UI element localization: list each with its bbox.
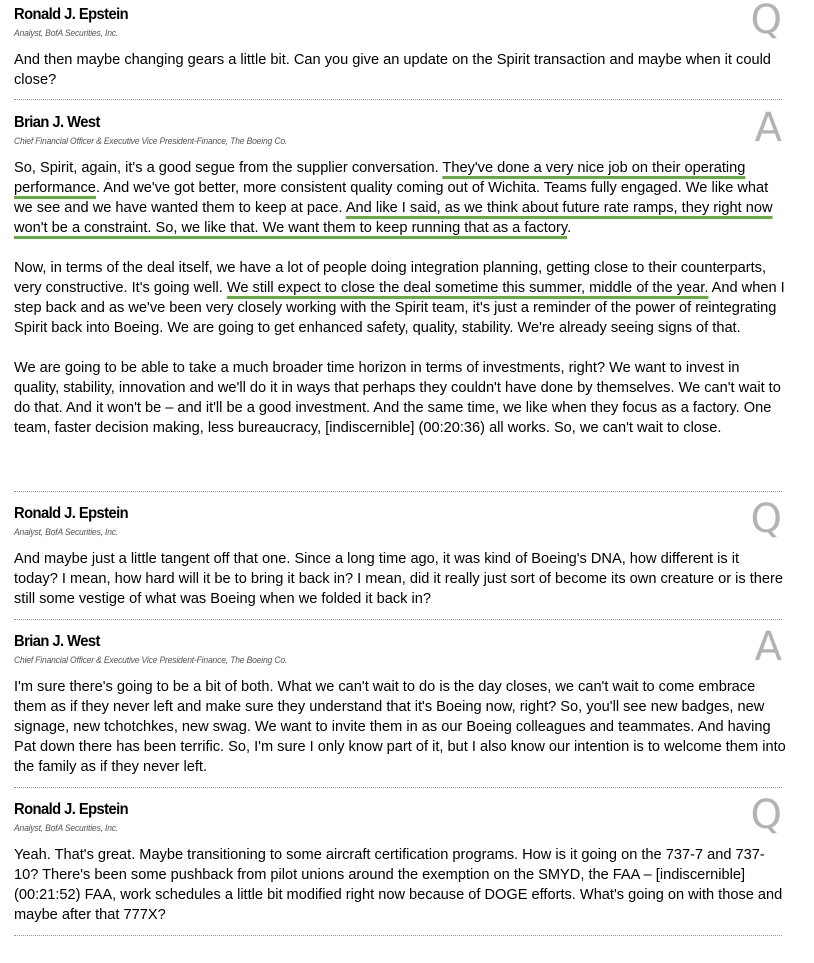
question-marker: Q bbox=[750, 0, 782, 43]
speaker-role: Chief Financial Officer & Executive Vice President-Finance, The Boeing Co. bbox=[14, 136, 288, 147]
text-segment: . bbox=[567, 220, 572, 236]
separator bbox=[14, 619, 782, 620]
speaker-name: Brian J. West bbox=[14, 633, 100, 650]
block-text bbox=[14, 158, 786, 438]
paragraph bbox=[14, 158, 786, 238]
text-segment: And then maybe changing gears a little bit. Can you give an update on the Spirit transaction and maybe when it could close? bbox=[14, 52, 771, 88]
separator bbox=[14, 491, 782, 492]
speaker-name: Ronald J. Epstein bbox=[14, 6, 129, 23]
highlighted-text: And like I said, as we think about future rate ramps, they right now won't be a constraint. So, we like that. We want them to keep running that as a factory bbox=[14, 200, 773, 236]
text-segment: Yeah. That's great. Maybe transitioning to some aircraft certification programs. How is it going on the 737-7 and 737-10? There's been some pushback from pilot unions around the exemption on the SMYD, the FAA – [indiscernible] (00:21:52) FAA, work schedules a little bit modified right now because of DOGE efforts. What's going on with those and maybe after that 777X? bbox=[14, 847, 783, 923]
answer-marker: A bbox=[754, 624, 782, 670]
speaker-name: Ronald J. Epstein bbox=[14, 801, 129, 818]
question-marker: Q bbox=[750, 792, 782, 838]
text-segment: We are going to be able to take a much broader time horizon in terms of investments, right? We want to invest in quality, stability, innovation and we'll do it in ways that perhaps they couldn't have done by themselves. We can't wait to do that. And it won't be – and it'll be a good investment. And the same time, we like when they focus as a factory. One team, faster decision making, less bureaucracy, [indiscernible] (00:20:36) all works. So, we can't wait to close. bbox=[14, 360, 781, 436]
speaker-name: Ronald J. Epstein bbox=[14, 505, 129, 522]
block-text bbox=[14, 549, 786, 609]
speaker-role: Chief Financial Officer & Executive Vice President-Finance, The Boeing Co. bbox=[14, 655, 288, 666]
text-segment: . And we've got better, more consistent quality coming out of Wichita. Teams fully engaged. We like what we see and we have wanted them to keep at pace. bbox=[14, 180, 769, 216]
text-segment: And when I step back and as we've been very closely working with the Spirit team, it's just a reminder of the power of reintegrating Spirit back into Boeing. We are going to get enhanced safety, quality, stability. We're already seeing signs of that. bbox=[14, 280, 785, 336]
separator bbox=[14, 935, 782, 936]
speaker-role: Analyst, BofA Securities, Inc. bbox=[14, 527, 119, 538]
paragraph bbox=[14, 677, 786, 777]
text-segment: I'm sure there's going to be a bit of both. What we can't wait to do is the day closes, we can't wait to come embrace them as if they never left and make sure they understand that it's Boeing now, right? So, you'll see new badges, new signage, new tchotchkes, new swag. We want to invite them in as our Boeing colleagues and teammates. And having Pat down there has been terrific. So, I'm sure I only know part of it, but I also know our intention is to welcome them into the family as if they never left. bbox=[14, 679, 786, 775]
highlighted-text: We still expect to close the deal sometime this summer, middle of the year. bbox=[226, 280, 709, 296]
paragraph bbox=[14, 50, 786, 90]
answer-marker: A bbox=[754, 105, 782, 151]
block-text bbox=[14, 845, 786, 925]
question-marker: Q bbox=[750, 496, 782, 542]
text-segment: So, Spirit, again, it's a good segue from the supplier conversation. bbox=[14, 160, 443, 176]
highlighted-text: They've done a very nice job on their operating performance bbox=[14, 160, 746, 196]
text-segment: And maybe just a little tangent off that one. Since a long time ago, it was kind of Boeing's DNA, how different is it today? I mean, how hard will it be to bring it back in? I mean, did it really just sort of become its own creature or is there still some vestige of what was Boeing when we folded it back in? bbox=[14, 551, 783, 607]
text-segment: Now, in terms of the deal itself, we have a lot of people doing integration planning, getting close to their counterparts, very constructive. It's going well. bbox=[14, 260, 767, 296]
speaker-name: Brian J. West bbox=[14, 114, 100, 131]
speaker-role: Analyst, BofA Securities, Inc. bbox=[14, 823, 119, 834]
paragraph bbox=[14, 358, 786, 438]
paragraph bbox=[14, 845, 786, 925]
paragraph bbox=[14, 258, 786, 338]
paragraph bbox=[14, 549, 786, 609]
separator bbox=[14, 787, 782, 788]
separator bbox=[14, 99, 782, 100]
block-text bbox=[14, 50, 786, 90]
speaker-role: Analyst, BofA Securities, Inc. bbox=[14, 28, 119, 39]
block-text bbox=[14, 677, 786, 777]
